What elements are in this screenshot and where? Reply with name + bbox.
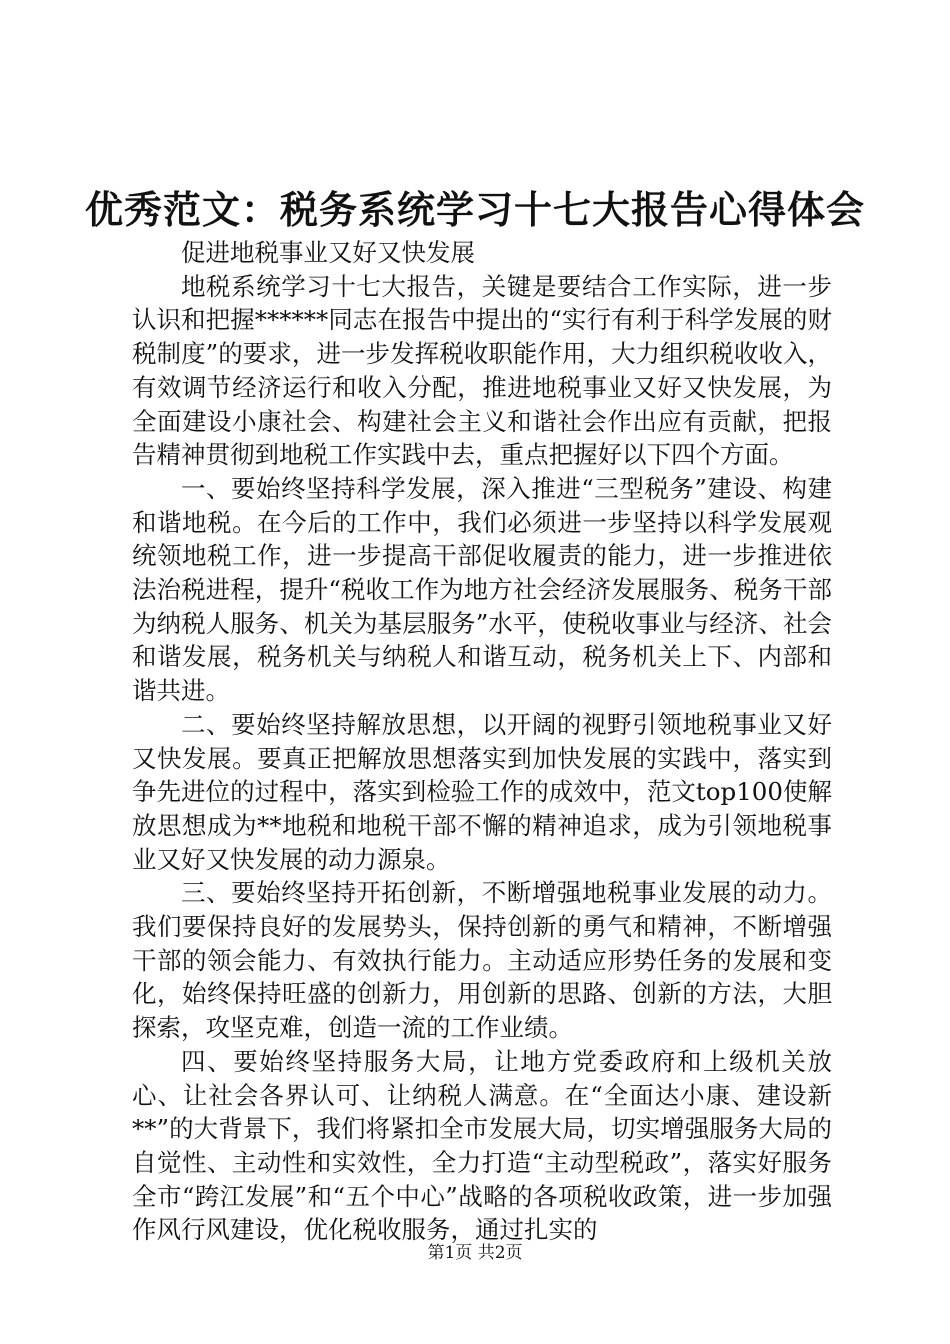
paragraph-point-1: 一、要始终坚持科学发展，深入推进“三型税务”建设、构建和谐地税。在今后的工作中，我们必须进一步坚持以科学发展观统领地税工作，进一步提高干部促收履责的能力，进一步推进依法治税进程，提升“税收工作为地方社会经济发展服务、税务干部为纳税人服务、机关为基层服务”水平，使税收事业与经济、社会和谐发展，税务机关与纳税人和谐互动，税务机关上下、内部和谐共进。 — [132, 473, 832, 706]
page-number-footer: 第1页 共2页 — [427, 1243, 523, 1263]
paragraph-point-2: 二、要始终坚持解放思想，以开阔的视野引领地税事业又好又快发展。要真正把解放思想落实到加快发展的实践中，落实到争先进位的过程中，落实到检验工作的成效中，范文top100使解放思想成为**地税和地税干部不懈的精神追求，成为引领地税事业又好又快发展的动力源泉。 — [132, 709, 832, 874]
document-subtitle: 促进地税事业又好又快发展 — [181, 238, 475, 267]
paragraph-intro: 地税系统学习十七大报告，关键是要结合工作实际，进一步认识和把握******同志在报告中提出的“实行有利于科学发展的财税制度”的要求，进一步发挥税收职能作用，大力组织税收收入，有效调节经济运行和收入分配，推进地税事业又好又快发展，为全面建设小康社会、构建社会主义和谐社会作出应有贡献，把报告精神贯彻到地税工作实践中去，重点把握好以下四个方面。 — [132, 271, 832, 470]
paragraph-point-3: 三、要始终坚持开拓创新，不断增强地税事业发展的动力。我们要保持良好的发展势头，保持创新的勇气和精神，不断增强干部的领会能力、有效执行能力。主动适应形势任务的发展和变化，始终保持旺盛的创新力，用创新的思路、创新的方法，大胆探索，攻坚克难，创造一流的工作业绩。 — [132, 878, 832, 1043]
document-body — [132, 236, 832, 1247]
paragraph-point-4: 四、要始终坚持服务大局，让地方党委政府和上级机关放心、让社会各界认可、让纳税人满意。在“全面达小康、建设新**”的大背景下，我们将紧扣全市发展大局，切实增强服务大局的自觉性、主动性和实效性，全力打造“主动型税政”，落实好服务全市“跨江发展”和“五个中心”战略的各项税收政策，进一步加强作风行风建设，优化税收服务，通过扎实的 — [132, 1046, 832, 1245]
document-title: 优秀范文：税务系统学习十七大报告心得体会 — [84, 187, 865, 232]
